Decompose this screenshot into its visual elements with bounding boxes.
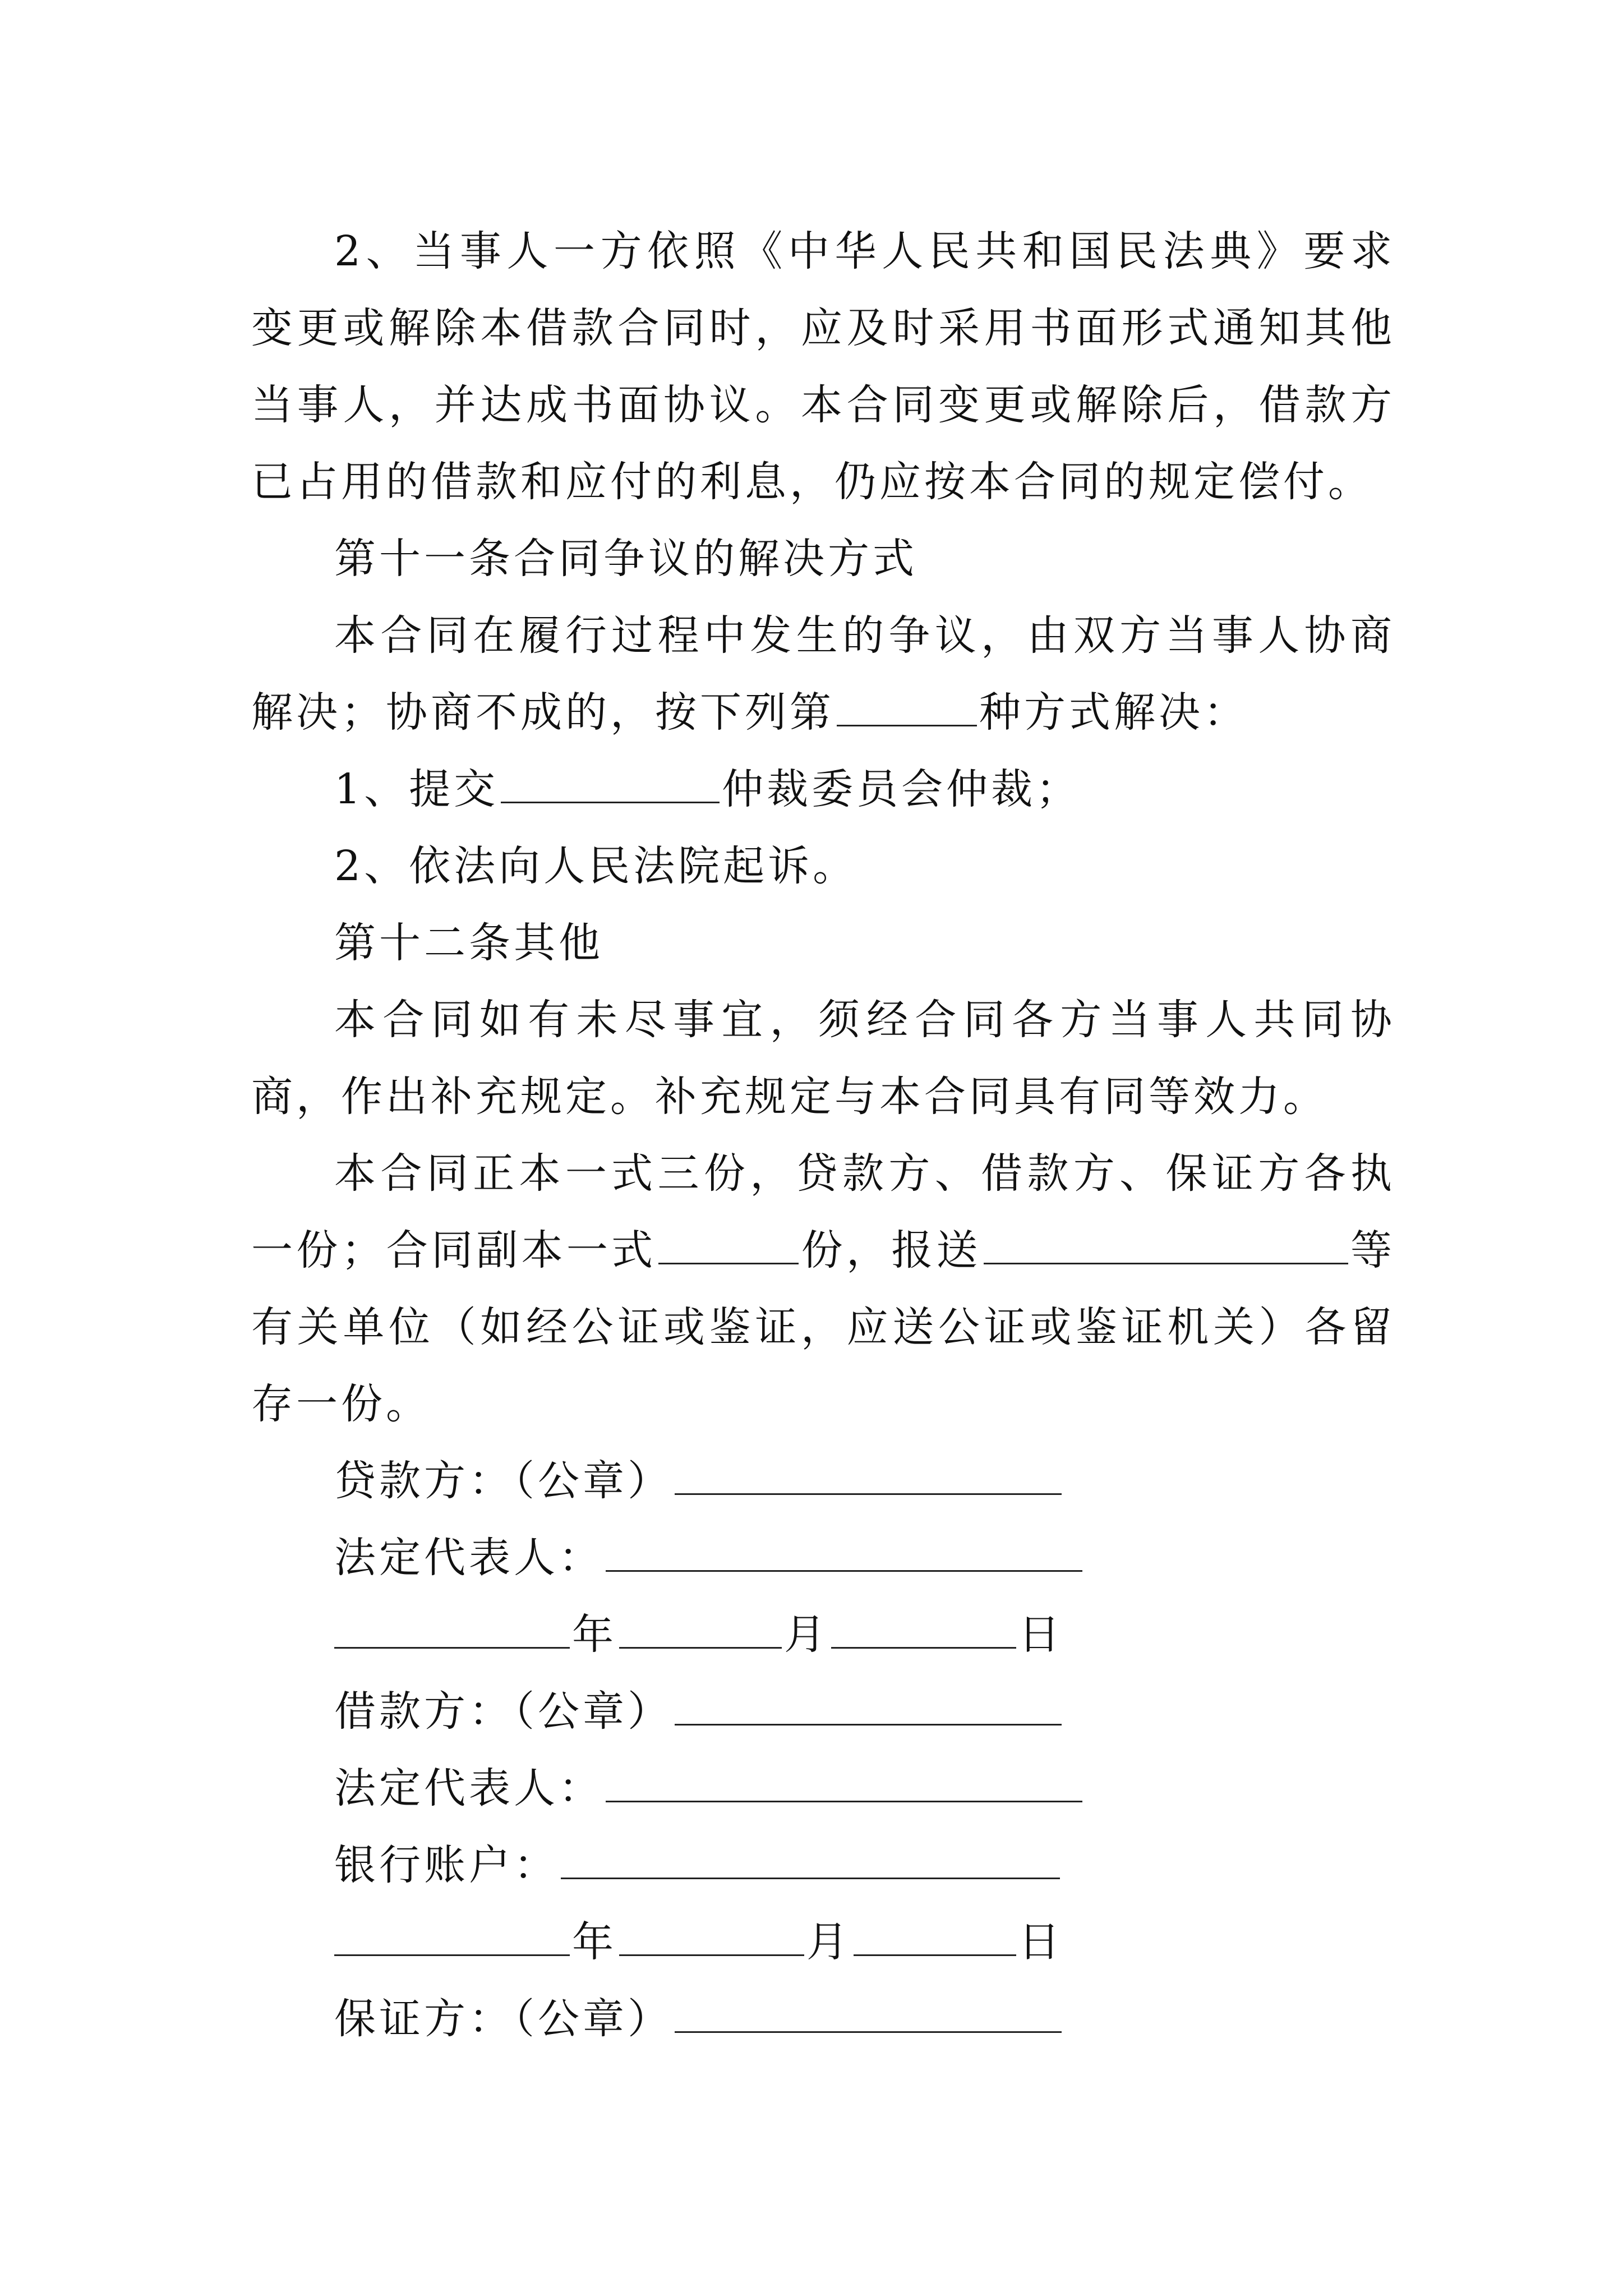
supplement-paragraph: 本合同如有未尽事宜，须经合同各方当事人共同协商，作出补充规定。补充规定与本合同具有同等效力。 <box>251 996 1395 1121</box>
year-label: 年 <box>572 1611 617 1659</box>
bank-account-blank[interactable] <box>561 1844 1060 1879</box>
lender-legal-rep-blank[interactable] <box>606 1536 1082 1572</box>
borrower-date-line <box>251 1904 1395 1981</box>
copies-recipients-blank[interactable] <box>984 1229 1348 1264</box>
borrower-legal-rep-line <box>251 1750 1395 1827</box>
lender-day-blank[interactable] <box>831 1613 1016 1649</box>
lender-legal-rep-label: 法定代表人： <box>334 1534 603 1582</box>
month-label: 月 <box>784 1611 829 1659</box>
lender-legal-rep-line <box>251 1520 1395 1596</box>
dispute-resolution-paragraph <box>251 597 1395 751</box>
dispute-method-blank[interactable] <box>837 691 977 726</box>
bank-account-label: 银行账户： <box>334 1841 559 1889</box>
dispute-text-part1: 本合同在履行过程中发生的争议，由双方当事人协商解决；协商不成的，按下列第 <box>251 611 1395 737</box>
bank-account-line <box>251 1827 1395 1904</box>
lender-year-blank[interactable] <box>334 1613 570 1649</box>
lender-date-line <box>251 1596 1395 1673</box>
borrower-legal-rep-label: 法定代表人： <box>334 1764 603 1812</box>
contract-body <box>251 213 1395 2058</box>
lender-seal-blank[interactable] <box>675 1460 1062 1495</box>
arbitration-prefix: 1、提交 <box>334 765 499 813</box>
borrower-day-blank[interactable] <box>854 1921 1016 1956</box>
copies-text-part2: 份，报送 <box>801 1226 981 1274</box>
lender-seal-label: 贷款方：（公章） <box>334 1457 672 1505</box>
month-label: 月 <box>806 1918 851 1966</box>
copies-text-part1: 本合同正本一式三份，贷款方、借款方、保证方各执一份；合同副本一式 <box>251 1149 1395 1274</box>
borrower-seal-line <box>251 1673 1395 1750</box>
arbitration-option <box>251 751 1395 828</box>
year-label: 年 <box>572 1918 617 1966</box>
guarantor-seal-line <box>251 1981 1395 2058</box>
lender-seal-line <box>251 1443 1395 1520</box>
borrower-year-blank[interactable] <box>334 1921 570 1956</box>
arbitration-suffix: 仲裁委员会仲裁； <box>722 765 1081 813</box>
article-12-heading: 第十二条其他 <box>334 919 603 967</box>
day-label: 日 <box>1018 1918 1063 1966</box>
copies-paragraph <box>251 1135 1395 1443</box>
copies-count-blank[interactable] <box>658 1229 799 1264</box>
borrower-seal-blank[interactable] <box>675 1690 1062 1726</box>
dispute-text-part2: 种方式解决： <box>979 688 1248 737</box>
arbitration-committee-blank[interactable] <box>501 768 720 803</box>
guarantor-seal-label: 保证方：（公章） <box>334 1995 672 2043</box>
guarantor-seal-blank[interactable] <box>675 1998 1062 2033</box>
article-11-heading: 第十一条合同争议的解决方式 <box>334 535 917 583</box>
litigation-option: 2、依法向人民法院起诉。 <box>334 842 858 890</box>
borrower-month-blank[interactable] <box>619 1921 804 1956</box>
day-label: 日 <box>1018 1611 1063 1659</box>
copies-text-part3: 等有关单位（如经公证或鉴证，应送公证或鉴证机关）各留存一份。 <box>251 1226 1396 1428</box>
borrower-legal-rep-blank[interactable] <box>606 1767 1082 1802</box>
lender-month-blank[interactable] <box>619 1613 782 1649</box>
borrower-seal-label: 借款方：（公章） <box>334 1687 672 1736</box>
clause-modification-paragraph: 2、当事人一方依照《中华人民共和国民法典》要求变更或解除本借款合同时，应及时采用书面形式通知其他当事人，并达成书面协议。本合同变更或解除后，借款方已占用的借款和应付的利息，仍应按本合同的规定偿付。 <box>251 227 1395 506</box>
